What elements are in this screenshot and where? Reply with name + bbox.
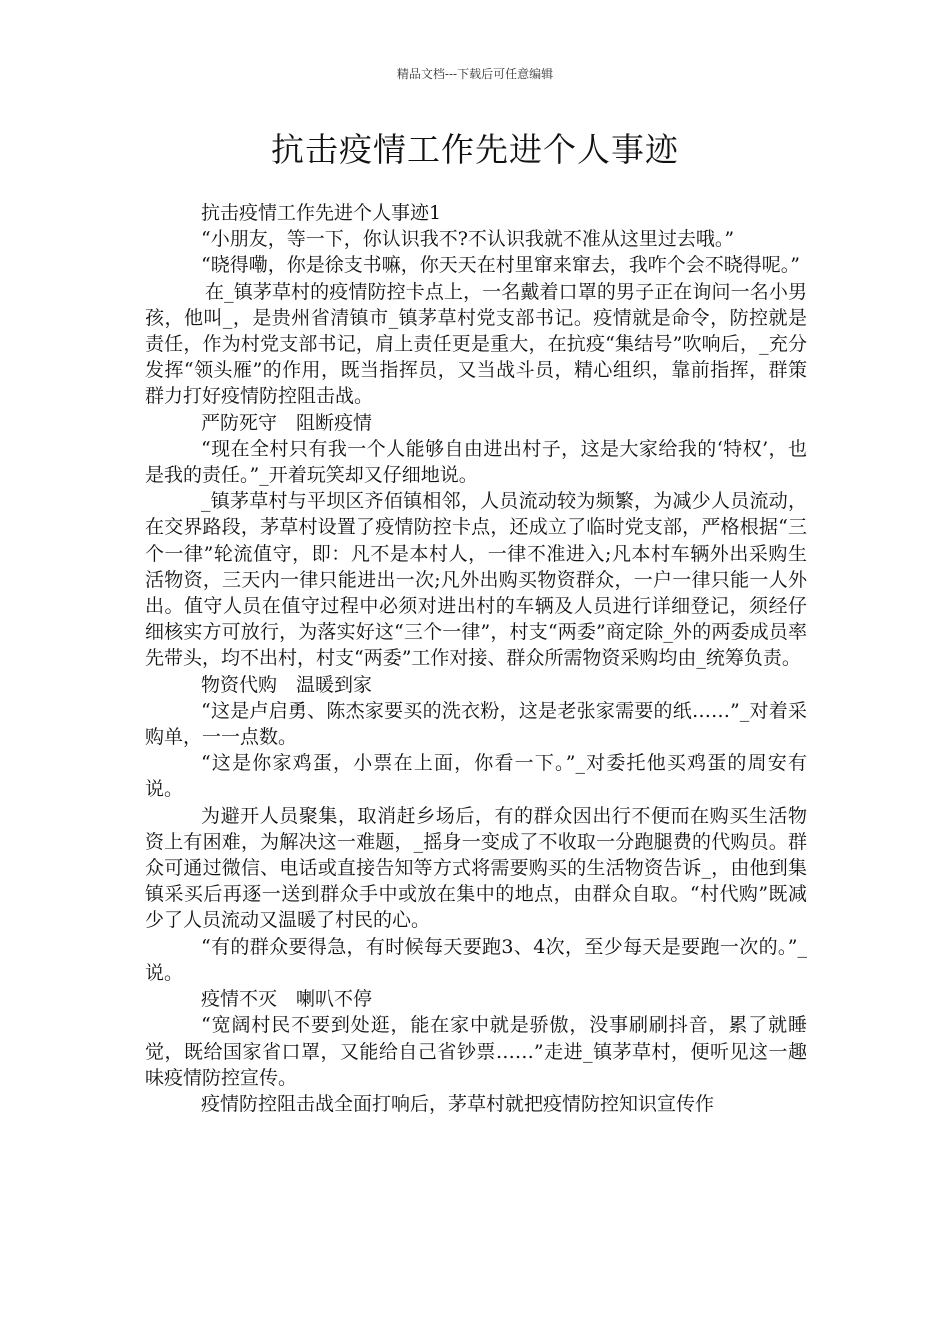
document-body — [145, 200, 807, 1117]
body-paragraph: “这是你家鸡蛋，小票在上面，你看一下。”_对委托他买鸡蛋的周安有说。 — [145, 752, 807, 801]
body-paragraph: “晓得嘞，你是徐支书嘛，你天天在村里窜来窜去，我咋个会不晓得呢。” — [201, 254, 800, 277]
body-paragraph: 为避开人员聚集，取消赶乡场后，有的群众因出行不便而在购买生活物资上有困难，为解决这一难题，_摇身一变成了不收取一分跑腿费的代购员。群众可通过微信、电话或直接告知等方式将需要购买的生活物资告诉_，由他到集镇采买后再逐一送到群众手中或放在集中的地点，由群众自取。“村代购”既减少了人员流动又温暖了村民的心。 — [145, 804, 807, 932]
document-title: 抗击疫情工作先进个人事迹 — [271, 130, 679, 169]
section-heading: 严防死守 阻断疫情 — [201, 411, 373, 434]
body-paragraph: _镇茅草村与平坝区齐佰镇相邻，人员流动较为频繁，为减少人员流动，在交界路段，茅草村设置了疫情防控卡点，还成立了临时党支部，严格根据“三个一律”轮流值守，即：凡不是本村人，一律不准进入;凡本村车辆外出采购生活物资，三天内一律只能进出一次;凡外出购买物资群众，一户一律只能一人外出。值守人员在值守过程中必须对进出村的车辆及人员进行详细登记，须经仔细核实方可放行，为落实好这“三个一律”，村支“两委”商定除_外的两委成员率先带头，均不出村，村支“两委”工作对接、群众所需物资采购均由_统筹负责。 — [145, 490, 807, 670]
page-header-note: 精品文档---下载后可任意编辑 — [396, 67, 554, 81]
section-heading: 抗击疫情工作先进个人事迹1 — [201, 202, 442, 224]
body-paragraph: 疫情防控阻击战全面打响后，茅草村就把疫情防控知识宣传作 — [201, 1092, 715, 1115]
body-paragraph: “小朋友，等一下，你认识我不?不认识我就不准从这里过去哦。” — [201, 228, 735, 251]
body-paragraph: “现在全村只有我一个人能够自由进出村子，这是大家给我的‘特权’，也是我的责任。”_开着玩笑却又仔细地说。 — [145, 437, 807, 487]
body-paragraph: 在_镇茅草村的疫情防控卡点上，一名戴着口罩的男子正在询问一名小男孩，他叫_，是贵州省清镇市_镇茅草村党支部书记。疫情就是命令，防控就是责任，作为村党支部书记，肩上责任更是重大，在抗疫“集结号”吹响后，_充分发挥“领头雁”的作用，既当指挥员，又当战斗员，精心组织，靠前指挥，群策群力打好疫情防控阻击战。 — [145, 280, 807, 408]
body-paragraph: “宽阔村民不要到处逛，能在家中就是骄傲，没事刷刷抖音，累了就睡觉，既给国家省口罩，又能给自己省钞票……”走进_镇茅草村，便听见这一趣味疫情防控宣传。 — [145, 1014, 807, 1089]
body-paragraph: “有的群众要得急，有时候每天要跑3、4次，至少每天是要跑一次的。”_说。 — [145, 935, 807, 984]
body-paragraph: “这是卢启勇、陈杰家要买的洗衣粉，这是老张家需要的纸……”_对着采购单，一一点数。 — [145, 699, 807, 749]
section-heading: 疫情不灭 喇叭不停 — [201, 988, 373, 1011]
section-heading: 物资代购 温暖到家 — [201, 673, 373, 696]
